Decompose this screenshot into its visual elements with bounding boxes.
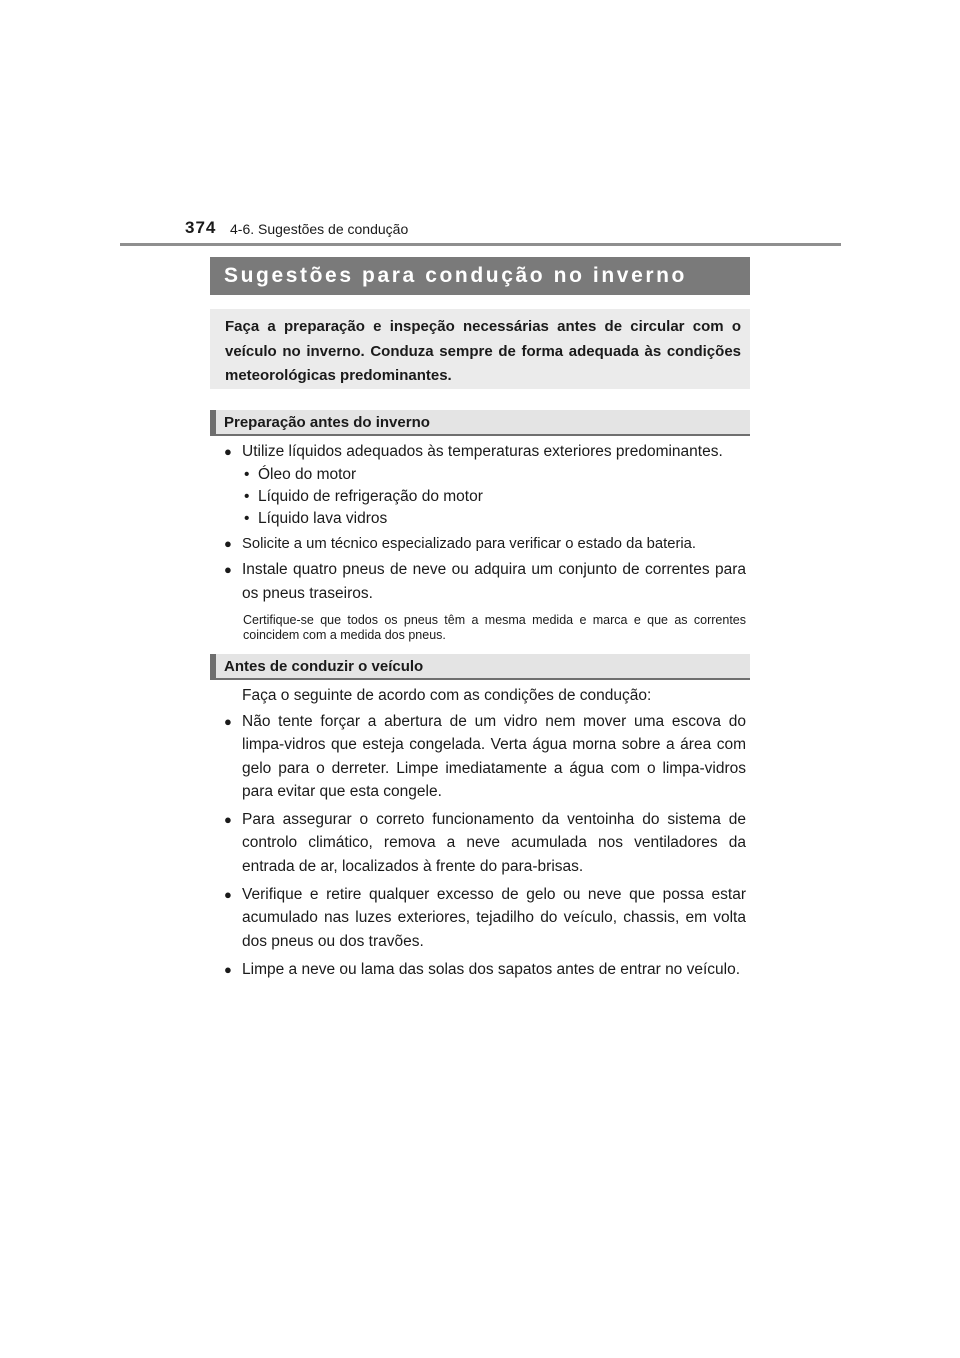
dot-icon: • <box>244 488 250 505</box>
dot-icon: • <box>244 510 250 527</box>
bullet-icon: ● <box>224 961 232 977</box>
bullet-icon: ● <box>224 444 232 459</box>
page-title: Sugestões para condução no inverno <box>210 257 750 295</box>
tire-note: Certifique-se que todos os pneus têm a mesma medida e marca e que as correntes coincidem com a medida dos pneus. <box>243 613 746 642</box>
list-item <box>210 883 746 953</box>
bullet-text: Instale quatro pneus de neve ou adquira um conjunto de correntes para os pneus traseiros. <box>242 561 746 602</box>
bullet-icon: ● <box>224 887 232 903</box>
intro-box: Faça a preparação e inspeção necessárias antes de circular com o veículo no inverno. Conduza sempre de forma adequada às condições meteorológicas predominantes. <box>210 309 750 389</box>
sub-list-item: • Óleo do motor <box>210 464 746 486</box>
bullet-icon: ● <box>224 714 232 729</box>
bullet-text: Para assegurar o correto funcionamento da ventoinha do sistema de controlo climático, remova a neve acumulada nos ventiladores da entrada de ar, localizados à frente do para-brisas. <box>242 811 746 875</box>
subheading-before-driving: Antes de conduzir o veículo <box>210 654 750 680</box>
list-item <box>210 808 746 878</box>
section-reference: 4-6. Sugestões de condução <box>230 221 409 237</box>
list-item <box>210 710 746 803</box>
sub-list-item: • Líquido de refrigeração do motor <box>210 486 746 508</box>
section-intro: Faça o seguinte de acordo com as condições de condução: <box>242 687 652 704</box>
before-driving-list <box>210 685 746 981</box>
dot-icon: • <box>244 466 250 483</box>
header-rule <box>120 243 841 246</box>
bullet-text: Verifique e retire qualquer excesso de gelo ou neve que possa estar acumulado nas luzes exteriores, tejadilho do veículo, chassis, em volta dos pneus ou dos travões. <box>242 886 746 950</box>
bullet-text: Solicite a um técnico especializado para verificar o estado da bateria. <box>242 536 697 552</box>
bullet-text: Limpe a neve ou lama das solas dos sapatos antes de entrar no veículo. <box>242 960 741 978</box>
bullet-text: Não tente forçar a abertura de um vidro nem mover uma escova do limpa-vidros que esteja congelada. Verta água morna sobre a área com gelo para o derreter. Limpe imediatamente a água com o limpa-vidros para evitar que esta congele. <box>242 713 746 800</box>
list-item <box>210 441 746 530</box>
list-item <box>210 558 746 605</box>
list-item <box>210 958 746 981</box>
fluid-sub-list <box>210 464 746 530</box>
list-item <box>210 533 746 555</box>
page-number: 374 <box>185 218 217 237</box>
bullet-text: Utilize líquidos adequados às temperaturas exteriores predominantes. <box>242 443 723 460</box>
subheading-winter-preparation: Preparação antes do inverno <box>210 410 750 436</box>
bullet-icon: ● <box>224 536 232 551</box>
sub-list-item: • Líquido lava vidros <box>210 508 746 530</box>
bullet-icon: ● <box>224 562 232 577</box>
bullet-icon: ● <box>224 812 232 828</box>
winter-preparation-list <box>210 441 746 643</box>
